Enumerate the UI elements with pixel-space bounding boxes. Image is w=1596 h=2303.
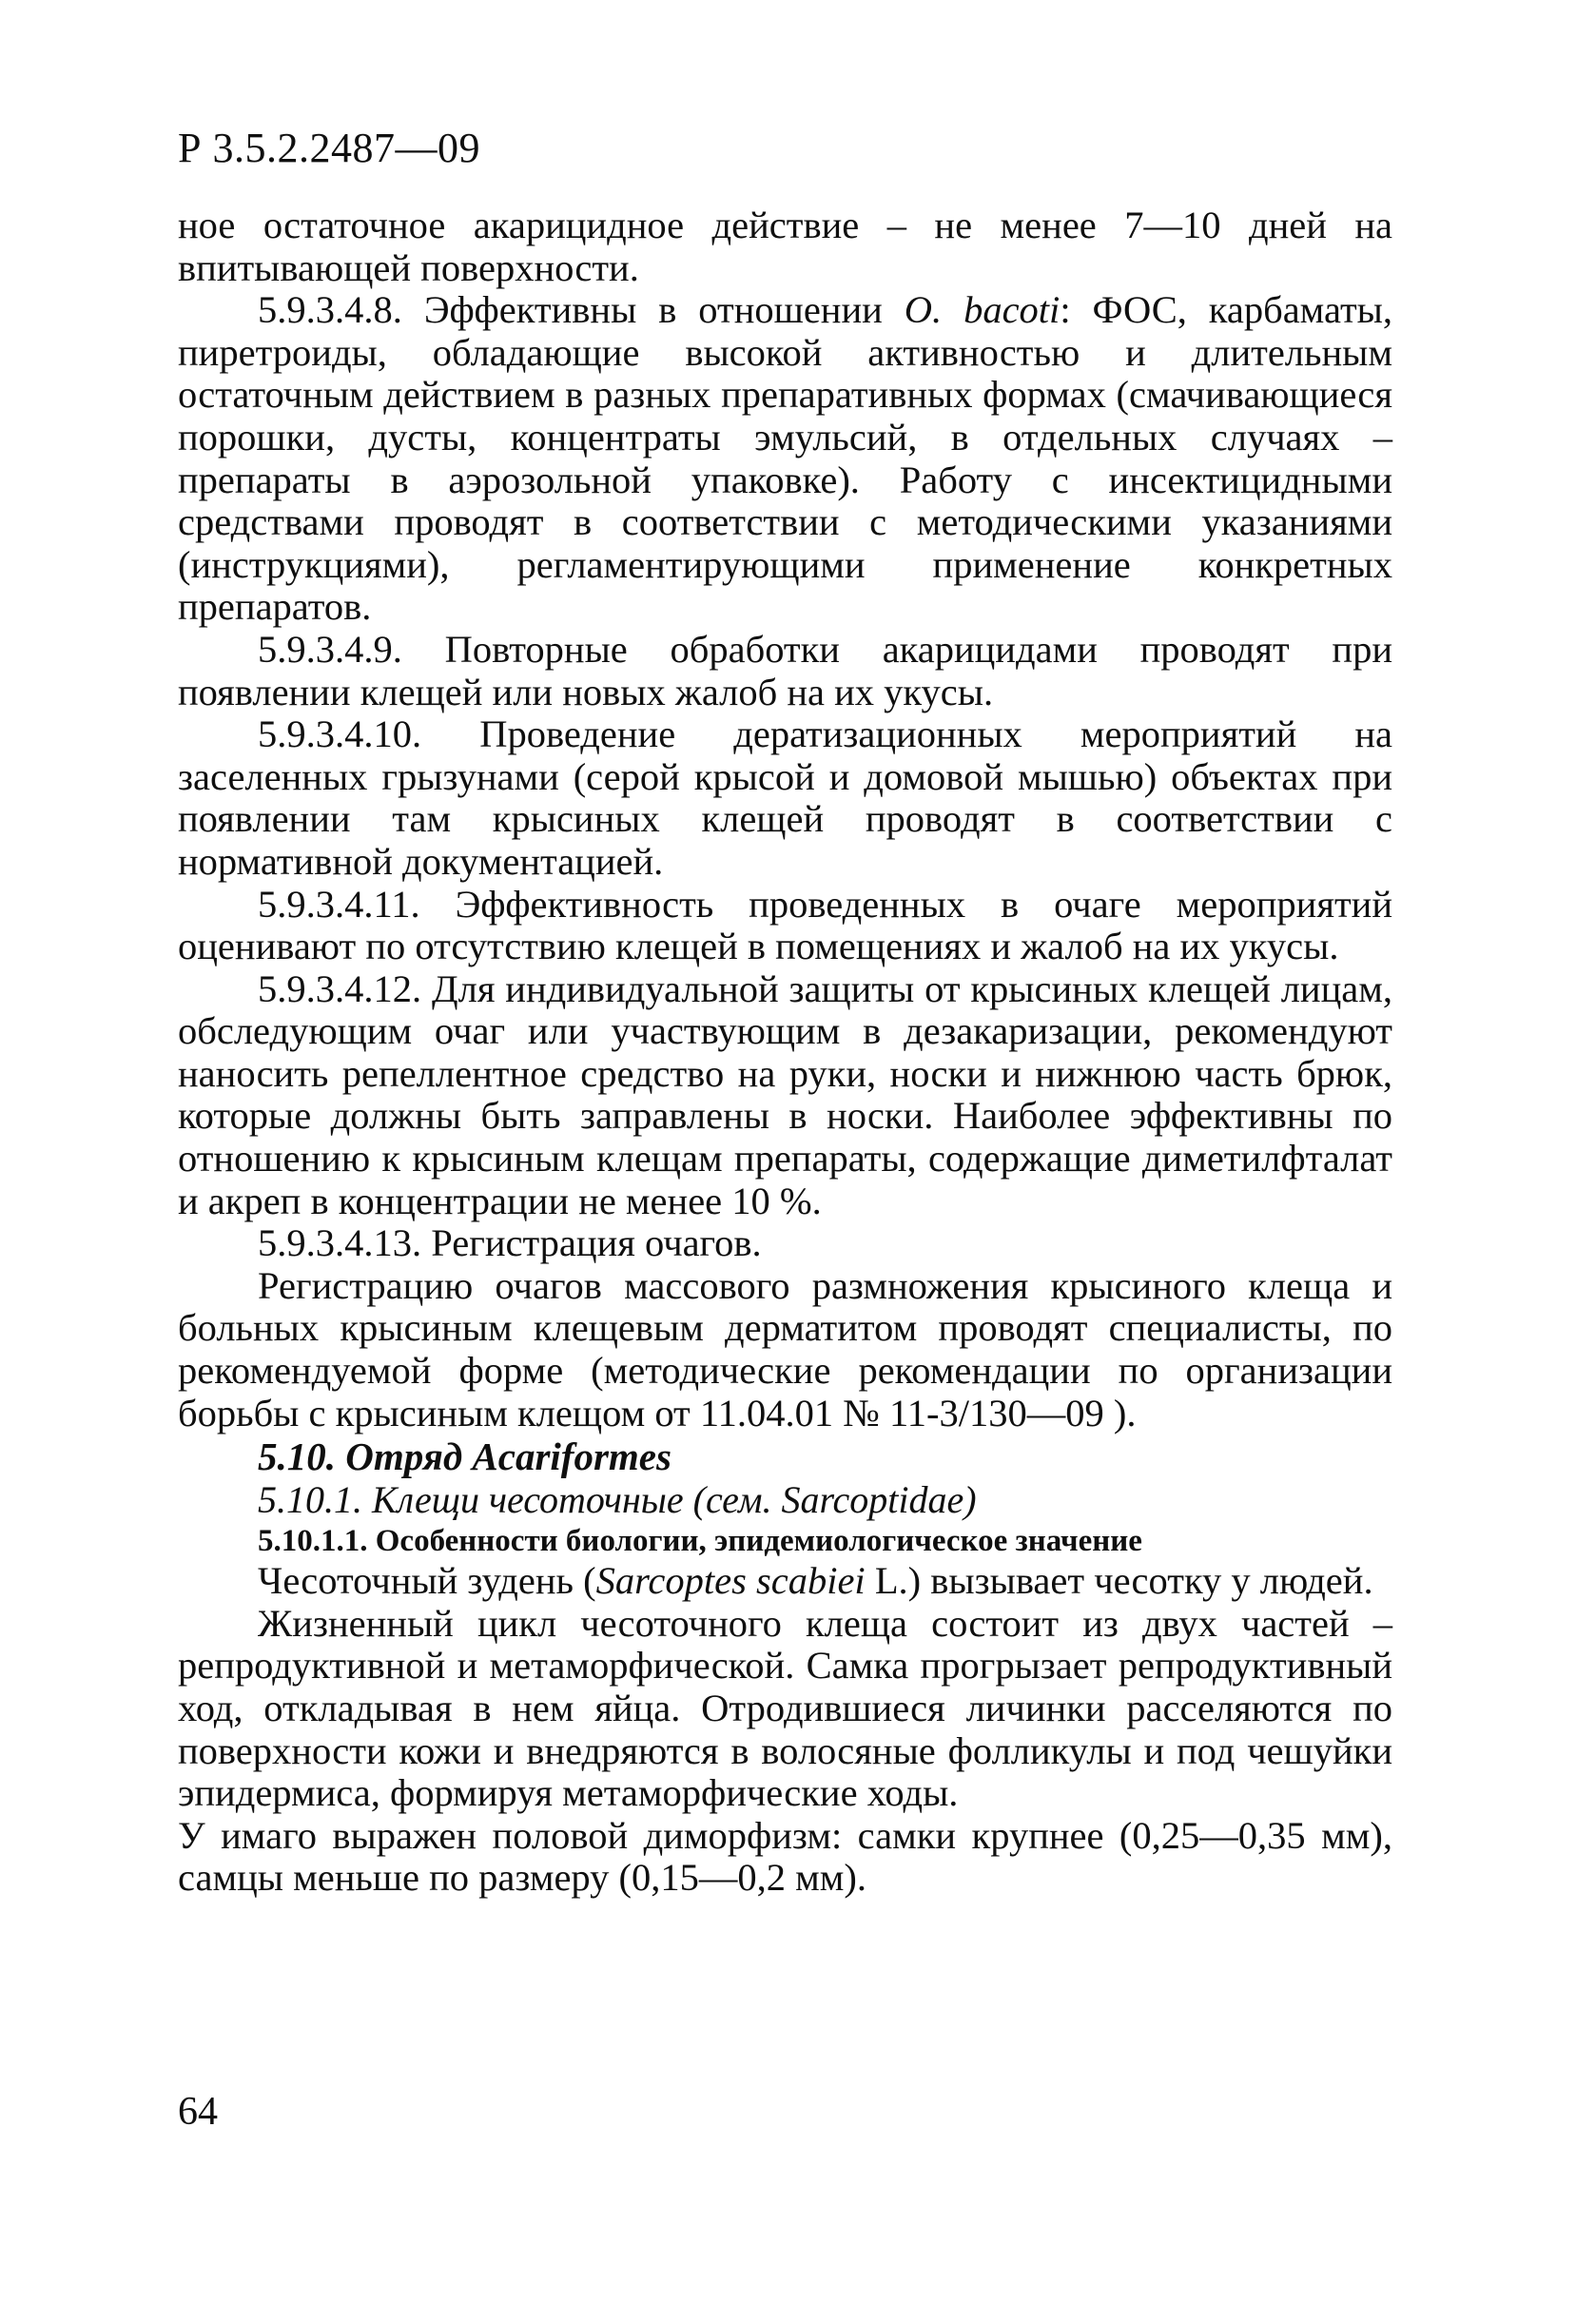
paragraph-life-cycle: Жизненный цикл чесоточного клеща состоит из двух частей – репродуктивной и метаморфической. Самка прогрызает репродуктивный ход, откладывая в нем яйца. Отродившиеся личинки расселяются по поверхности кожи и внедряются в волосяные фолликулы и под чешуйки эпидермиса, формируя метаморфические ходы.: [178, 1601, 1392, 1815]
document-code-header: Р 3.5.2.2487—09: [178, 125, 480, 171]
paragraph-5-9-3-4-8: [178, 289, 1392, 629]
paragraph-5-9-3-4-11: 5.9.3.4.11. Эффективность проведенных в очаге мероприятий оценивают по отсутствию клещей в помещениях и жалоб на их укусы.: [178, 882, 1392, 968]
document-body: [178, 205, 1392, 1900]
section-heading: 5.10. Отряд Acariformes: [258, 1434, 671, 1479]
species-name: Sarcoptes scabiei: [595, 1559, 866, 1603]
text-run: L.) вызывает чесотку у людей.: [865, 1559, 1373, 1603]
paragraph-continuation: ное остаточное акарицидное действие – не менее 7—10 дней на впитывающей поверхности.: [178, 204, 1392, 289]
paragraph-registration: Регистрацию очагов массового размножения крысиного клеща и больных крысиным клещевым дерматитом проводят специалисты, по рекомендуемой форме (методические рекомендации по организации борьбы с крысиным клещом от 11.04.01 № 11-3/130—09 ).: [178, 1263, 1392, 1434]
species-name: O. bacoti: [904, 288, 1061, 332]
paragraph-scabies-intro: [178, 1560, 1392, 1603]
paragraph-5-9-3-4-13: 5.9.3.4.13. Регистрация очагов.: [258, 1221, 762, 1265]
text-run: Эффективны в отношении: [401, 288, 905, 332]
subsection-heading: 5.10.1. Клещи чесоточные (сем. Sarcoptidae): [258, 1478, 977, 1522]
paragraph-5-9-3-4-12: 5.9.3.4.12. Для индивидуальной защиты от крысиных клещей лицам, обследующим очаг или участвующим в дезакаризации, рекомендуют наносить репеллентное средство на руки, носки и нижнюю часть брюк, которые должны быть заправлены в носки. Наиболее эффективны по отношению к крысиным клещам препараты, содержащие диметилфталат и акреп в концентрации не менее 10 %.: [178, 966, 1392, 1222]
paragraph-dimorphism: У имаго выражен половой диморфизм: самки крупнее (0,25—0,35 мм), самцы меньше по размеру (0,15—0,2 мм).: [178, 1813, 1392, 1900]
paragraph-5-9-3-4-9: 5.9.3.4.9. Повторные обработки акарицидами проводят при появлении клещей или новых жалоб на их укусы.: [178, 627, 1392, 713]
paragraph-5-9-3-4-10: 5.9.3.4.10. Проведение дератизационных мероприятий на заселенных грызунами (серой крысой и домовой мышью) объектах при появлении там крысиных клещей проводят в соответствии с нормативной документацией.: [178, 712, 1392, 883]
subsubsection-heading: 5.10.1.1. Особенности биологии, эпидемиологическое значение: [258, 1524, 1142, 1559]
page-number: 64: [178, 2090, 218, 2134]
clause-number: 5.9.3.4.8.: [258, 288, 402, 332]
text-run: Чесоточный зудень (: [258, 1559, 596, 1603]
text-run: : ФОС, карбаматы, пиретроиды, обладающие высокой активностью и длительным остаточным действием в разных препаративных формах (смачивающиеся порошки, дусты, концентраты эмульсий, в отдельных случаях – препараты в аэрозольной упаковке). Работу с инсектицидными средствами проводят в соответствии с методическими указаниями (инструкциями), регламентирующими применение конкретных препаратов.: [178, 288, 1392, 629]
